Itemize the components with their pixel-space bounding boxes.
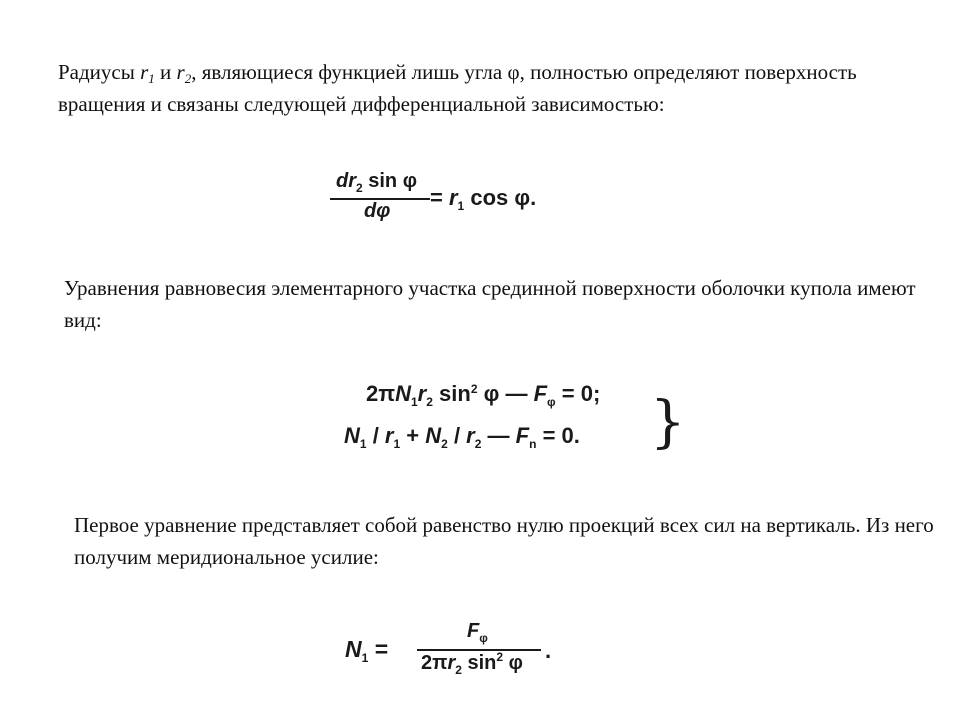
formula-term: F bbox=[533, 381, 548, 406]
formula-term: dr bbox=[336, 170, 356, 192]
equation-1 bbox=[366, 381, 600, 407]
formula-term: N bbox=[344, 423, 360, 448]
formula-term: sin bbox=[461, 652, 497, 674]
formula-term: = bbox=[430, 185, 449, 210]
formula-term: / bbox=[366, 423, 385, 448]
formula-superscript: 2 bbox=[496, 650, 504, 664]
formula-subscript: 2 bbox=[474, 437, 482, 451]
formula-term: dφ bbox=[364, 200, 391, 222]
formula-term: sin bbox=[432, 381, 471, 406]
paragraph-equilibrium-equations: Уравнения равновесия элементарного участка срединной поверхности оболочки купола имеют вид: bbox=[64, 276, 916, 332]
formula-subscript: 2 bbox=[426, 395, 433, 409]
formula-subscript: 1 bbox=[359, 437, 367, 451]
meridional-force-formula bbox=[345, 618, 585, 688]
right-brace: } bbox=[650, 390, 686, 455]
paragraph-radii-relation bbox=[58, 56, 938, 120]
formula-subscript: 2 bbox=[455, 663, 462, 677]
fraction-denominator bbox=[421, 652, 523, 675]
formula-subscript: φ bbox=[479, 631, 488, 645]
formula-term: + bbox=[400, 423, 426, 448]
formula-term: F bbox=[515, 423, 530, 448]
fraction bbox=[417, 618, 547, 684]
symbol-r2 bbox=[177, 60, 192, 84]
formula-term: φ — bbox=[477, 381, 534, 406]
equation-2 bbox=[344, 423, 580, 449]
formula-term: F bbox=[467, 620, 480, 642]
text-segment: и bbox=[154, 60, 177, 84]
symbol-base: r bbox=[140, 60, 149, 84]
formula-superscript: 2 bbox=[470, 382, 478, 396]
formula-term: φ bbox=[503, 652, 523, 674]
formula-subscript: φ bbox=[547, 395, 556, 409]
symbol-subscript: 1 bbox=[148, 71, 155, 86]
fraction-numerator bbox=[467, 620, 488, 643]
formula-term: 2π bbox=[366, 381, 396, 406]
text-segment: , являющиеся функцией лишь угла φ, полностью определяют поверхность вращения и связаны следующей дифференциальной зависимостью: bbox=[58, 60, 857, 116]
formula-right-side bbox=[430, 185, 536, 211]
formula-term: 2π bbox=[421, 652, 448, 674]
formula-term: r bbox=[448, 185, 458, 210]
formula-term: r bbox=[447, 652, 456, 674]
formula-term: N bbox=[425, 423, 442, 448]
differential-relation-formula bbox=[330, 168, 580, 232]
formula-subscript: 1 bbox=[361, 651, 369, 665]
formula-term: N bbox=[345, 636, 362, 662]
paragraph-meridional-force: Первое уравнение представляет собой равенство нулю проекций всех сил на вертикаль. Из него получим меридиональное усилие: bbox=[74, 513, 934, 569]
formula-subscript: n bbox=[529, 437, 537, 451]
formula-term: = bbox=[368, 636, 389, 662]
fraction-bar bbox=[417, 649, 541, 651]
formula-term: r bbox=[466, 423, 475, 448]
formula-term: — bbox=[481, 423, 516, 448]
symbol-base: r bbox=[176, 60, 185, 84]
formula-subscript: 2 bbox=[441, 437, 448, 451]
fraction bbox=[330, 168, 432, 228]
text-segment: Радиусы bbox=[58, 60, 141, 84]
fraction-denominator bbox=[364, 200, 390, 223]
formula-term: sin φ bbox=[362, 170, 418, 192]
formula-term: r bbox=[417, 381, 427, 406]
formula-term: r bbox=[384, 423, 394, 448]
formula-period: . bbox=[545, 638, 552, 663]
fraction-numerator bbox=[336, 170, 417, 193]
equilibrium-equation-system bbox=[340, 375, 686, 465]
symbol-r1 bbox=[140, 60, 155, 84]
formula-left-side bbox=[345, 636, 388, 663]
formula-term: = 0. bbox=[536, 423, 580, 448]
formula-term: / bbox=[447, 423, 467, 448]
formula-term: = 0; bbox=[555, 381, 601, 406]
formula-subscript: 1 bbox=[410, 395, 418, 409]
formula-term: N bbox=[395, 381, 411, 406]
formula-subscript: 2 bbox=[356, 181, 363, 195]
symbol-subscript: 2 bbox=[184, 71, 192, 86]
formula-term: cos φ. bbox=[464, 185, 537, 210]
formula-subscript: 1 bbox=[393, 437, 401, 451]
formula-subscript: 1 bbox=[457, 199, 465, 213]
